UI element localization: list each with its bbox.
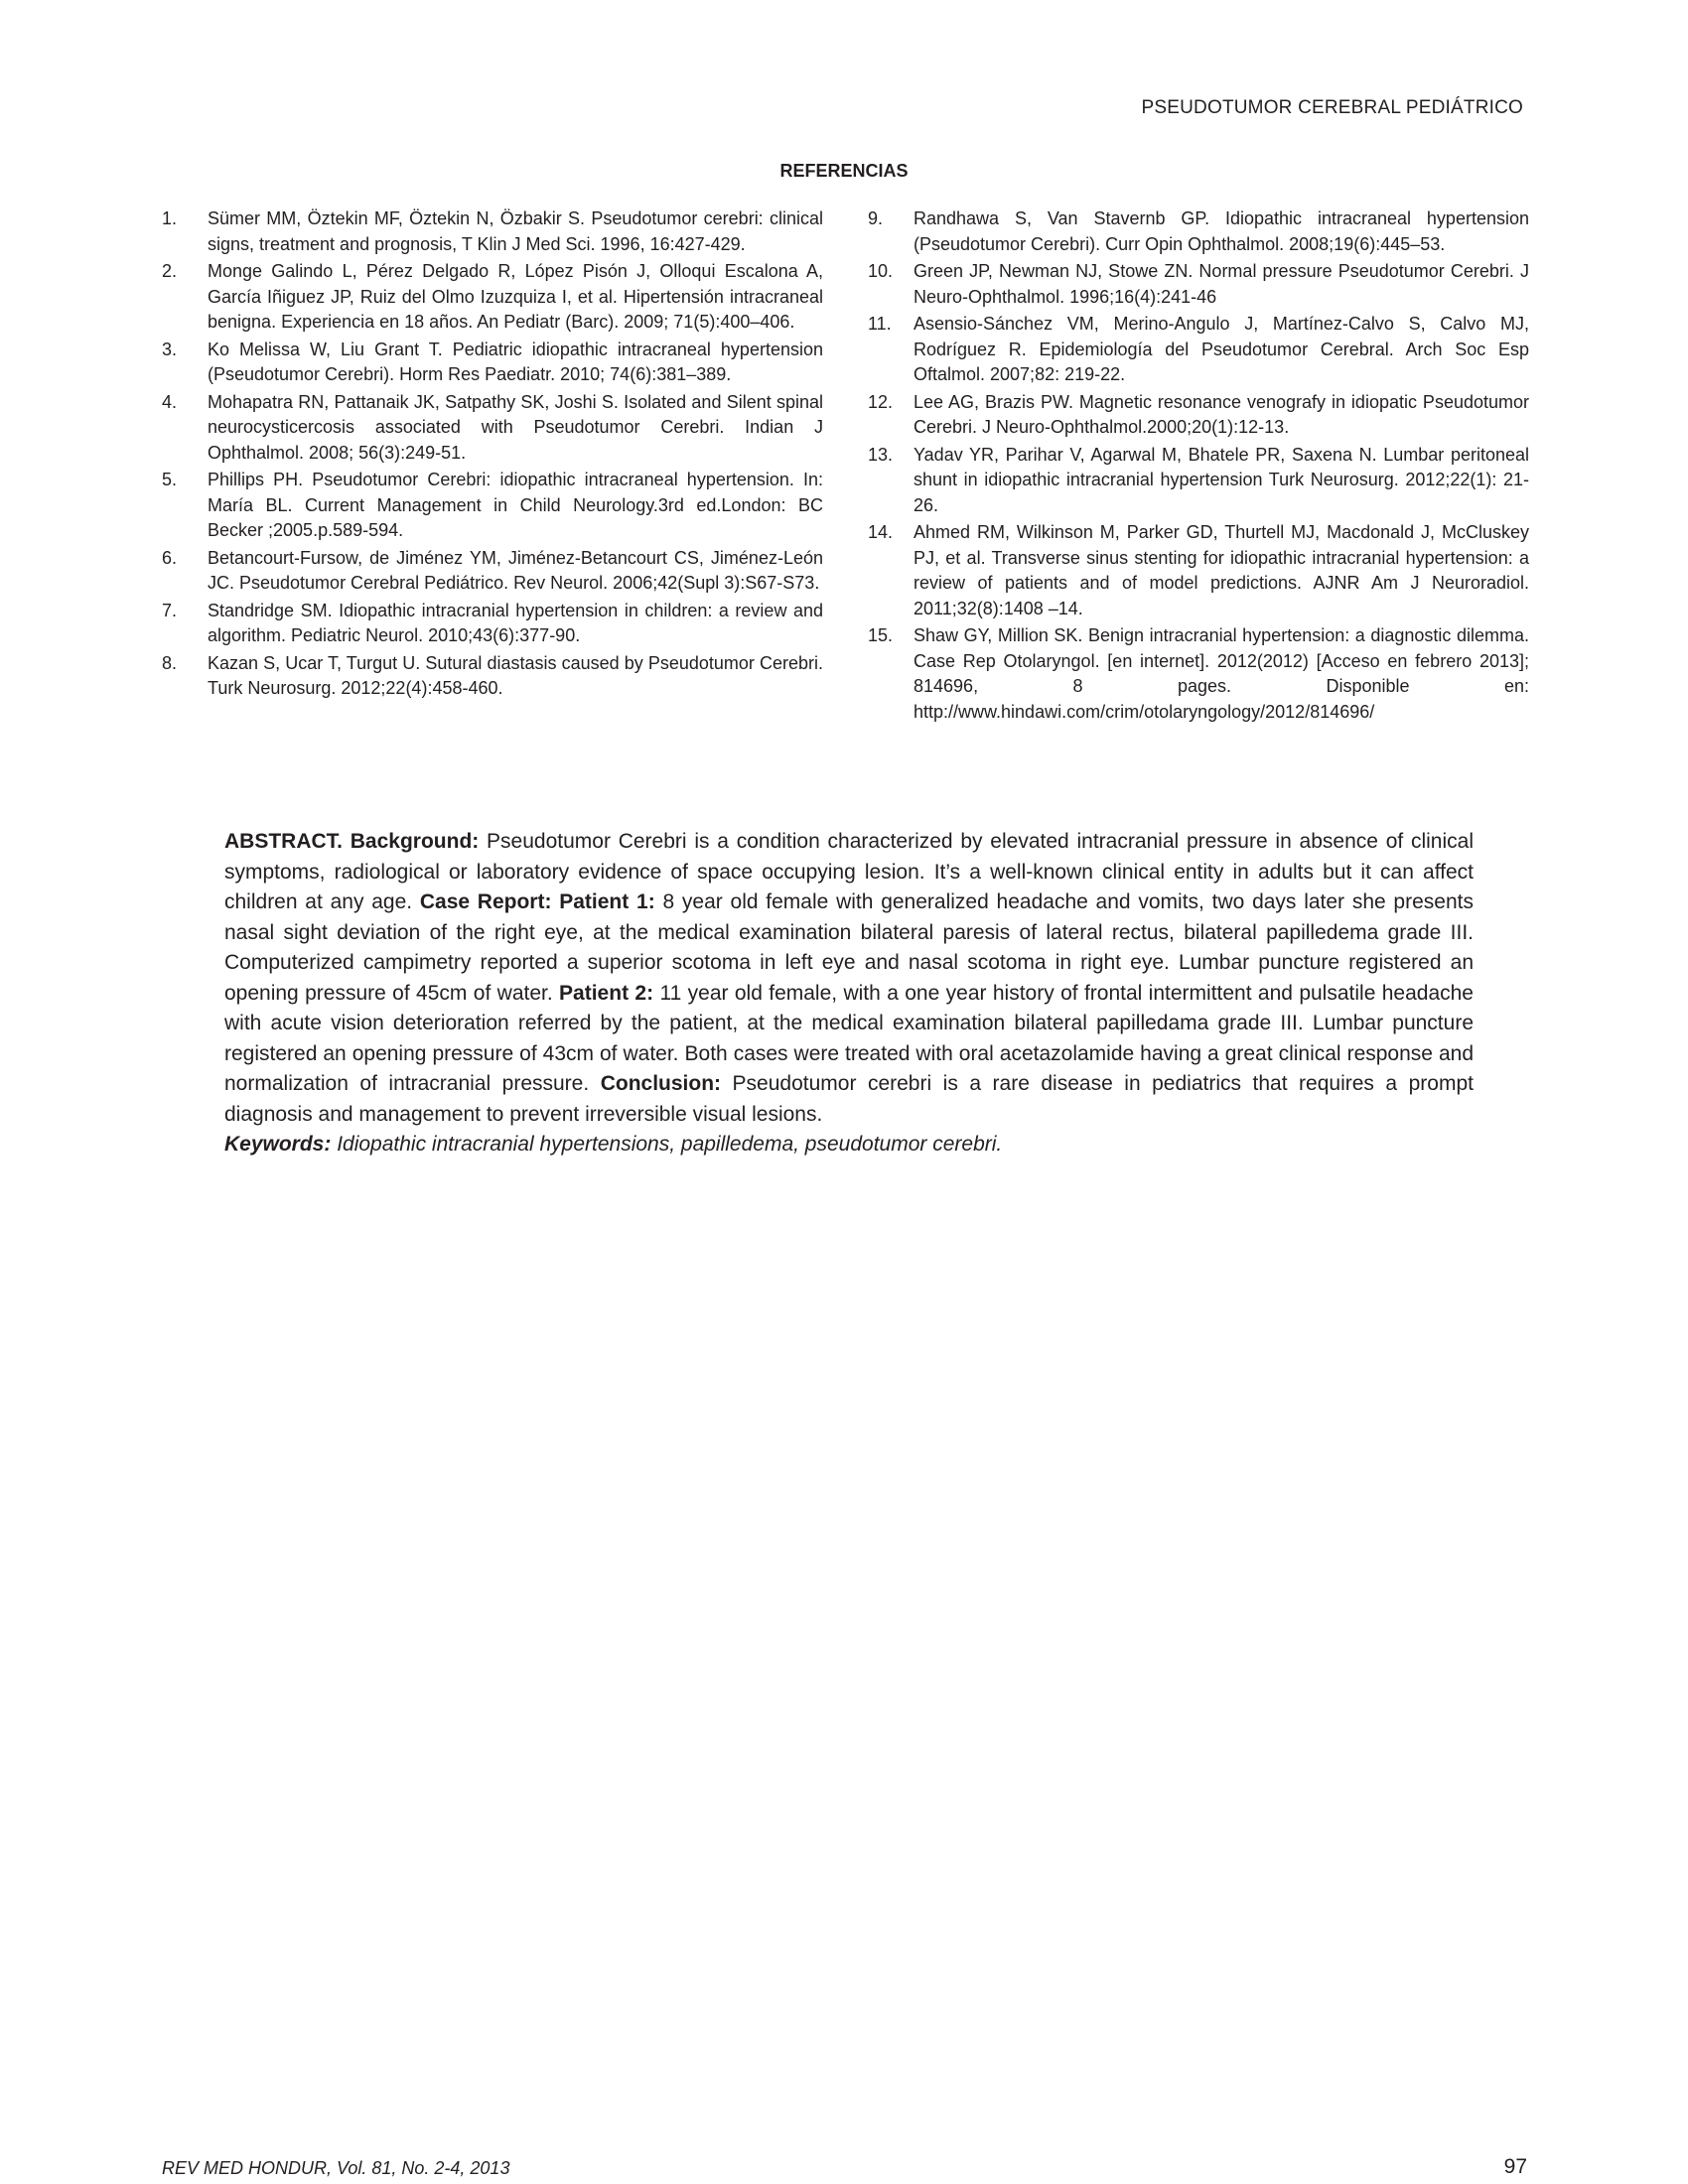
reference-number: 4. — [162, 391, 178, 412]
reference-item — [162, 599, 823, 649]
reference-text: Ko Melissa W, Liu Grant T. Pediatric idiopathic intracraneal hypertension (Pseudotumor Cerebri). Horm Res Paediatr. 2010; 74(6):381–389. — [208, 339, 823, 384]
reference-text: Mohapatra RN, Pattanaik JK, Satpathy SK, Joshi S. Isolated and Silent spinal neurocysticercosis associated with Pseudotumor Cerebri. Indian J Ophthalmol. 2008; 56(3):249-51. — [208, 391, 823, 463]
abstract-conclusion-label: Conclusion: — [600, 1072, 722, 1095]
page-number: 97 — [1503, 2155, 1527, 2178]
reference-text: Kazan S, Ucar T, Turgut U. Sutural diastasis caused by Pseudotumor Cerebri. Turk Neurosurg. 2012;22(4):458-460. — [208, 652, 823, 698]
reference-item — [868, 623, 1529, 725]
abstract-body — [224, 827, 1474, 1130]
reference-number: 8. — [162, 652, 178, 673]
reference-number: 14. — [868, 522, 894, 542]
abstract-patient2-label: Patient 2: — [559, 981, 654, 1005]
abstract-background-label: ABSTRACT. Background: — [224, 830, 480, 853]
reference-item — [868, 259, 1529, 310]
reference-item — [868, 520, 1529, 621]
reference-item — [868, 206, 1529, 257]
reference-text: Yadav YR, Parihar V, Agarwal M, Bhatele PR, Saxena N. Lumbar peritoneal shunt in idiopathic intracranial hypertension Turk Neurosurg. 2012;22(1): 21-26. — [914, 444, 1529, 515]
reference-text: Sümer MM, Öztekin MF, Öztekin N, Özbakir S. Pseudotumor cerebri: clinical signs, treatment and prognosis, T Klin J Med Sci. 1996, 16:427-429. — [208, 208, 823, 254]
reference-number: 3. — [162, 339, 178, 359]
reference-number: 10. — [868, 261, 894, 281]
reference-item — [162, 468, 823, 544]
reference-text: Shaw GY, Million SK. Benign intracranial hypertension: a diagnostic dilemma. Case Rep Otolaryngol. [en internet]. 2012(2012) [Acceso en febrero 2013]; 814696, 8 pages. Disponible en: http://www.hindawi.com/crim/otolaryngology/2012/814696/ — [914, 625, 1529, 722]
reference-text: Monge Galindo L, Pérez Delgado R, López Pisón J, Olloqui Escalona A, García Iñiguez JP, Ruiz del Olmo Izuzquiza I, et al. Hipertensión intracraneal benigna. Experiencia en 18 años. An Pediatr (Barc). 2009; 71(5):400–406. — [208, 261, 823, 332]
abstract-patient2-text: 11 year old female, with a one year history of frontal intermittent and pulsatile headache with acute vision deterioration referred by the patient, at the medical examination bilateral papilledama grade III. Lumbar puncture registered an opening pressure of 43cm of water. Both cases were treated with oral acetazolamide having a great clinical response and normalization of intracranial pressure. — [224, 981, 1474, 1095]
abstract-patient1-text: 8 year old female with generalized headache and vomits, two days later she presents nasal sight deviation of the right eye, at the medical examination bilateral paresis of lateral rectus, bilateral papilledema grade III. Computerized campimetry reported a superior scotoma in left eye and nasal scotoma in right eye. Lumbar puncture registered an opening pressure of 45cm of water. — [224, 890, 1474, 1005]
abstract-conclusion-text: Pseudotumor cerebri is a rare disease in pediatrics that requires a prompt diagnosis and management to prevent irreversible visual lesions. — [224, 1072, 1474, 1126]
reference-text: Green JP, Newman NJ, Stowe ZN. Normal pressure Pseudotumor Cerebri. J Neuro-Ophthalmol. 1996;16(4):241-46 — [914, 261, 1529, 307]
reference-item — [162, 546, 823, 597]
references-heading: REFERENCIAS — [779, 161, 909, 181]
reference-item — [868, 443, 1529, 519]
abstract-background-text: Pseudotumor Cerebri is a condition characterized by elevated intracranial pressure in absence of clinical symptoms, radiological or laboratory evidence of space occupying lesion. It’s a well-known clinical entity in adults but it can affect children at any age. — [224, 830, 1474, 913]
reference-number: 15. — [868, 625, 894, 645]
reference-item — [868, 390, 1529, 441]
reference-item — [162, 338, 823, 388]
reference-number: 6. — [162, 547, 178, 568]
reference-number: 9. — [868, 208, 884, 228]
reference-item — [162, 259, 823, 336]
references-left-column — [162, 206, 823, 704]
reference-item — [162, 206, 823, 257]
abstract-keywords — [224, 1130, 1474, 1160]
keywords-text: Idiopathic intracranial hypertensions, papilledema, pseudotumor cerebri. — [331, 1133, 1003, 1156]
reference-text: Betancourt-Fursow, de Jiménez YM, Jiménez-Betancourt CS, Jiménez-León JC. Pseudotumor Cerebral Pediátrico. Rev Neurol. 2006;42(Supl 3):S67-S73. — [208, 547, 823, 593]
reference-text: Standridge SM. Idiopathic intracranial hypertension in children: a review and algorithm. Pediatric Neurol. 2010;43(6):377-90. — [208, 600, 823, 645]
journal-citation: REV MED HONDUR, Vol. 81, No. 2-4, 2013 — [162, 2158, 510, 2178]
abstract-section — [224, 827, 1474, 1160]
reference-number: 1. — [162, 208, 178, 228]
reference-number: 11. — [868, 314, 892, 334]
reference-text: Asensio-Sánchez VM, Merino-Angulo J, Martínez-Calvo S, Calvo MJ, Rodríguez R. Epidemiología del Pseudotumor Cerebral. Arch Soc Esp Oftalmol. 2007;82: 219-22. — [914, 314, 1529, 384]
reference-text: Phillips PH. Pseudotumor Cerebri: idiopathic intracraneal hypertension. In: María BL. Current Management in Child Neurology.3rd ed.London: BC Becker ;2005.p.589-594. — [208, 470, 823, 540]
reference-number: 12. — [868, 391, 894, 412]
keywords-label: Keywords: — [224, 1133, 332, 1156]
reference-number: 2. — [162, 261, 178, 281]
reference-number: 5. — [162, 470, 178, 489]
reference-item — [162, 651, 823, 702]
reference-item — [868, 312, 1529, 388]
reference-number: 7. — [162, 600, 178, 620]
reference-text: Lee AG, Brazis PW. Magnetic resonance venografy in idiopatic Pseudotumor Cerebri. J Neuro-Ophthalmol.2000;20(1):12-13. — [914, 391, 1529, 437]
reference-text: Ahmed RM, Wilkinson M, Parker GD, Thurtell MJ, Macdonald J, McCluskey PJ, et al. Transverse sinus stenting for idiopathic intracranial hypertension: a review of patients and of model predictions. AJNR Am J Neuroradiol. 2011;32(8):1408 –14. — [914, 522, 1529, 618]
reference-item — [162, 390, 823, 467]
running-head: PSEUDOTUMOR CEREBRAL PEDIÁTRICO — [1141, 97, 1523, 118]
reference-number: 13. — [868, 444, 894, 465]
references-right-column — [868, 206, 1529, 727]
abstract-case-label: Case Report: Patient 1: — [419, 890, 655, 913]
reference-text: Randhawa S, Van Stavernb GP. Idiopathic intracraneal hypertension (Pseudotumor Cerebri). Curr Opin Ophthalmol. 2008;19(6):445–53. — [914, 208, 1529, 254]
